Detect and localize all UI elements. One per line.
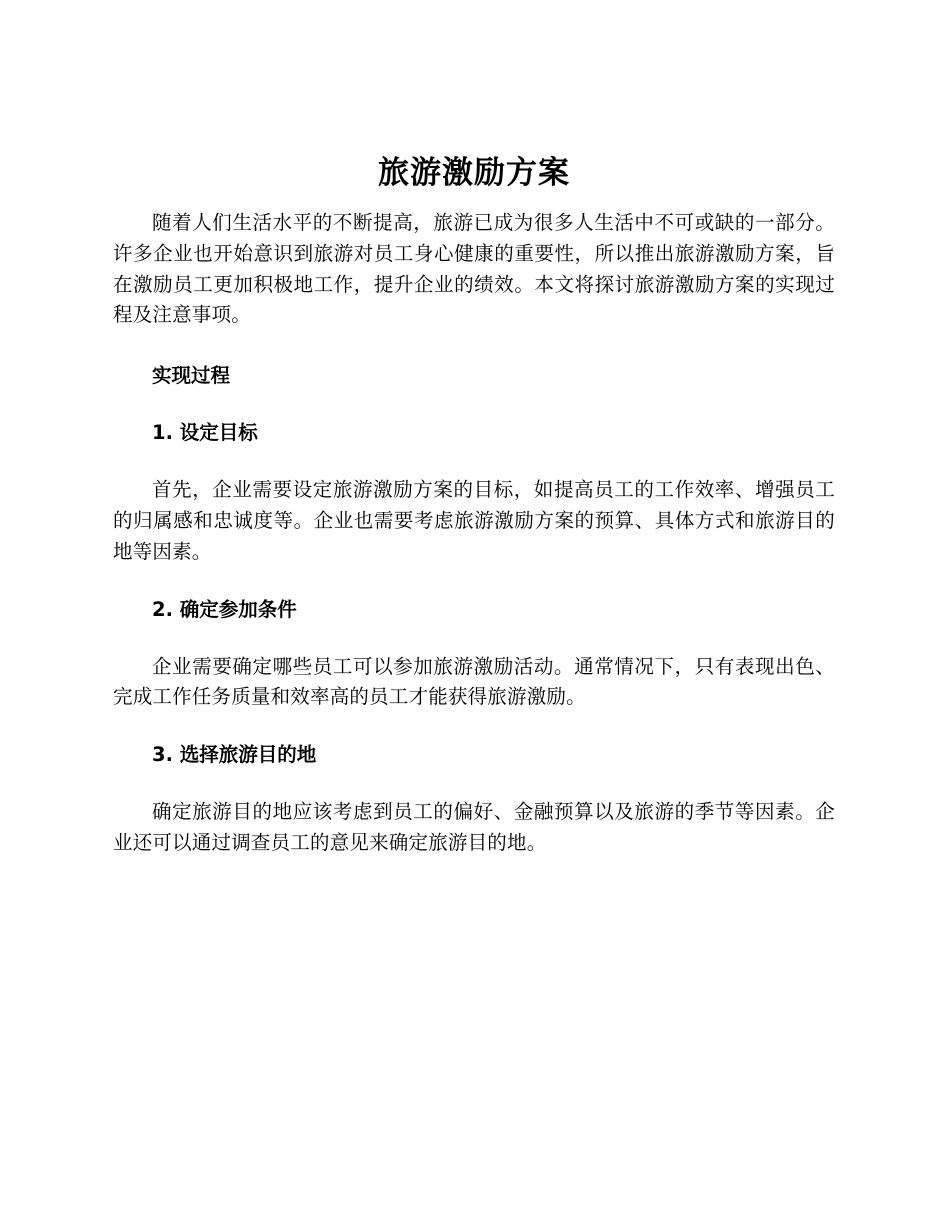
section-heading: 实现过程: [152, 364, 231, 388]
step-3-heading: 3. 选择旅游目的地: [152, 743, 317, 767]
step-1-heading: 1. 设定目标: [152, 421, 258, 445]
document-page: [113, 150, 835, 859]
step-3-paragraph: 确定旅游目的地应该考虑到员工的偏好、金融预算以及旅游的季节等因素。企业还可以通过调查员工的意见来确定旅游目的地。: [113, 800, 835, 854]
step-2-heading: 2. 确定参加条件: [152, 597, 297, 621]
step-2-paragraph: 企业需要确定哪些员工可以参加旅游激励活动。通常情况下，只有表现出色、完成工作任务质量和效率高的员工才能获得旅游激励。: [113, 654, 835, 709]
intro-paragraph: 随着人们生活水平的不断提高，旅游已成为很多人生活中不可或缺的一部分。许多企业也开始意识到旅游对员工身心健康的重要性，所以推出旅游激励方案，旨在激励员工更加积极地工作，提升企业的绩效。本文将探讨旅游激励方案的实现过程及注意事项。: [113, 211, 835, 327]
document-title: 旅游激励方案: [378, 155, 570, 191]
step-1-paragraph: 首先，企业需要设定旅游激励方案的目标，如提高员工的工作效率、增强员工的归属感和忠诚度等。企业也需要考虑旅游激励方案的预算、具体方式和旅游目的地等因素。: [113, 478, 835, 563]
